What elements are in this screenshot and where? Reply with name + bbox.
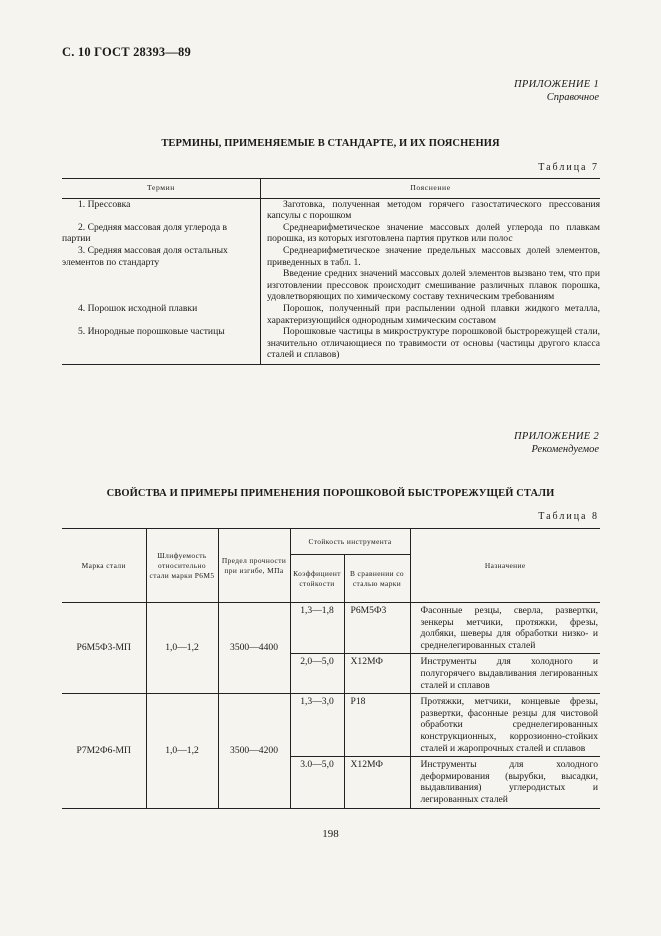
explanation-cell — [261, 326, 601, 361]
table-8-label: Таблица 8 — [538, 511, 599, 522]
table-8-header-coefficient: Коэффициент стойкости — [290, 555, 344, 603]
compare-grade-cell: Р6М5Ф3 — [344, 603, 410, 654]
explanation-text: Введение средних значений массовых долей элементов вызвано тем, что при изготовлении прессовок происходит смешивание различных плавок порошка, удовлетворяющих по химическому составу техническим требованиям — [267, 268, 600, 303]
table-row — [62, 303, 600, 326]
explanation-text: Среднеарифметическое значение массовых долей углерода по плавкам порошка, из которых изготовлена партия прутков или полос — [267, 221, 600, 245]
term-cell — [62, 222, 261, 245]
table-row — [62, 245, 600, 303]
explanation-cell — [261, 303, 601, 326]
page-header: С. 10 ГОСТ 28393—89 — [62, 45, 191, 59]
table-row — [62, 198, 600, 222]
table-7 — [62, 178, 600, 365]
term-text: 4. Порошок исходной плавки — [78, 302, 198, 314]
compare-grade-cell: Х12МФ — [344, 654, 410, 694]
grade-cell: Р6М5Ф3-МП — [62, 603, 146, 694]
appendix-2-label — [514, 430, 599, 456]
coefficient-cell: 2,0—5,0 — [290, 654, 344, 694]
compare-grade-cell: Х12МФ — [344, 757, 410, 808]
purpose-cell: Инструменты для холодного и полугорячего выдавливания легированных сталей и сплавов — [410, 654, 600, 694]
appendix-1-label — [514, 78, 599, 104]
section-2-title: СВОЙСТВА И ПРИМЕРЫ ПРИМЕНЕНИЯ ПОРОШКОВОЙ БЫСТРОРЕЖУЩЕЙ СТАЛИ — [106, 488, 555, 499]
table-7-label: Таблица 7 — [538, 162, 599, 173]
term-cell — [62, 245, 261, 303]
coefficient-cell: 1,3—3,0 — [290, 694, 344, 757]
table-8-header-purpose: Назначение — [410, 529, 600, 603]
table-8-header-grindability: Шлифуемость относительно стали марки Р6М5 — [146, 529, 218, 603]
appendix-1-title: ПРИЛОЖЕНИЕ 1 — [514, 79, 599, 90]
explanation-text: Заготовка, полученная методом горячего газостатического прессования капсулы с порошком — [267, 198, 600, 222]
table-row — [62, 326, 600, 361]
table-7-header-explanation: Пояснение — [261, 179, 601, 199]
purpose-cell: Инструменты для холодного деформирования (вырубки, высадки, выдавливания) углеродистых и легированных сталей — [410, 757, 600, 808]
coefficient-cell: 3.0—5,0 — [290, 757, 344, 808]
purpose-cell: Протяжки, метчики, концевые фрезы, развертки, фасонные резцы для чистовой обработки среднелегированных конструкционных, коррозионно-стойких сталей и жаропрочных сталей и сплавов — [410, 694, 600, 757]
grindability-cell: 1,0—1,2 — [146, 603, 218, 694]
explanation-text: Среднеарифметическое значение предельных массовых долей элементов, приведенных в табл. 1. — [267, 244, 600, 268]
term-cell — [62, 326, 261, 361]
table-bottom-cell — [261, 361, 601, 365]
grindability-cell: 1,0—1,2 — [146, 694, 218, 808]
appendix-2-subtitle: Рекомендуемое — [531, 444, 599, 455]
table-bottom-rule — [62, 361, 600, 365]
appendix-2-title: ПРИЛОЖЕНИЕ 2 — [514, 431, 599, 442]
term-text: 1. Прессовка — [78, 198, 131, 210]
table-8 — [62, 528, 600, 809]
term-cell — [62, 198, 261, 222]
term-text: 3. Средняя массовая доля остальных элементов по стандарту — [62, 244, 228, 268]
term-text: 5. Инородные порошковые частицы — [78, 326, 225, 338]
explanation-text: Порошок, полученный при распылении одной плавки жидкого металла, характеризующийся однородным химическим составом — [267, 302, 600, 326]
table-8-header-compare: В сравнении со сталью марки — [344, 555, 410, 603]
table-8-header-strength: Предел прочности при изгибе, МПа — [218, 529, 290, 603]
strength-cell: 3500—4200 — [218, 694, 290, 808]
table-7-header-term: Термин — [62, 179, 261, 199]
purpose-cell: Фасонные резцы, сверла, развертки, зенкеры метчики, протяжки, фрезы, долбяки, шеверы для обработки низко- и среднелегированных сталей — [410, 603, 600, 654]
grade-cell: Р7М2Ф6-МП — [62, 694, 146, 808]
table-bottom-cell — [62, 361, 261, 365]
coefficient-cell: 1,3—1,8 — [290, 603, 344, 654]
table-row — [62, 222, 600, 245]
table-row — [62, 694, 600, 757]
term-text: 2. Средняя массовая доля углерода в партии — [62, 221, 228, 245]
explanation-cell — [261, 222, 601, 245]
page-number: 198 — [322, 828, 339, 840]
table-8-header-grade: Марка стали — [62, 529, 146, 603]
appendix-1-subtitle: Справочное — [546, 92, 599, 103]
explanation-cell — [261, 245, 601, 303]
strength-cell: 3500—4400 — [218, 603, 290, 694]
table-row — [62, 603, 600, 654]
table-8-header-durability: Стойкость инструмента — [290, 529, 410, 555]
explanation-cell — [261, 198, 601, 222]
section-1-title: ТЕРМИНЫ, ПРИМЕНЯЕМЫЕ В СТАНДАРТЕ, И ИХ ПОЯСНЕНИЯ — [161, 138, 500, 149]
term-cell — [62, 303, 261, 326]
explanation-text: Порошковые частицы в микроструктуре порошковой быстрорежущей стали, значительно отличающиеся по травимости от основы (частицы другого класса сталей и сплавов) — [267, 326, 600, 361]
compare-grade-cell: Р18 — [344, 694, 410, 757]
